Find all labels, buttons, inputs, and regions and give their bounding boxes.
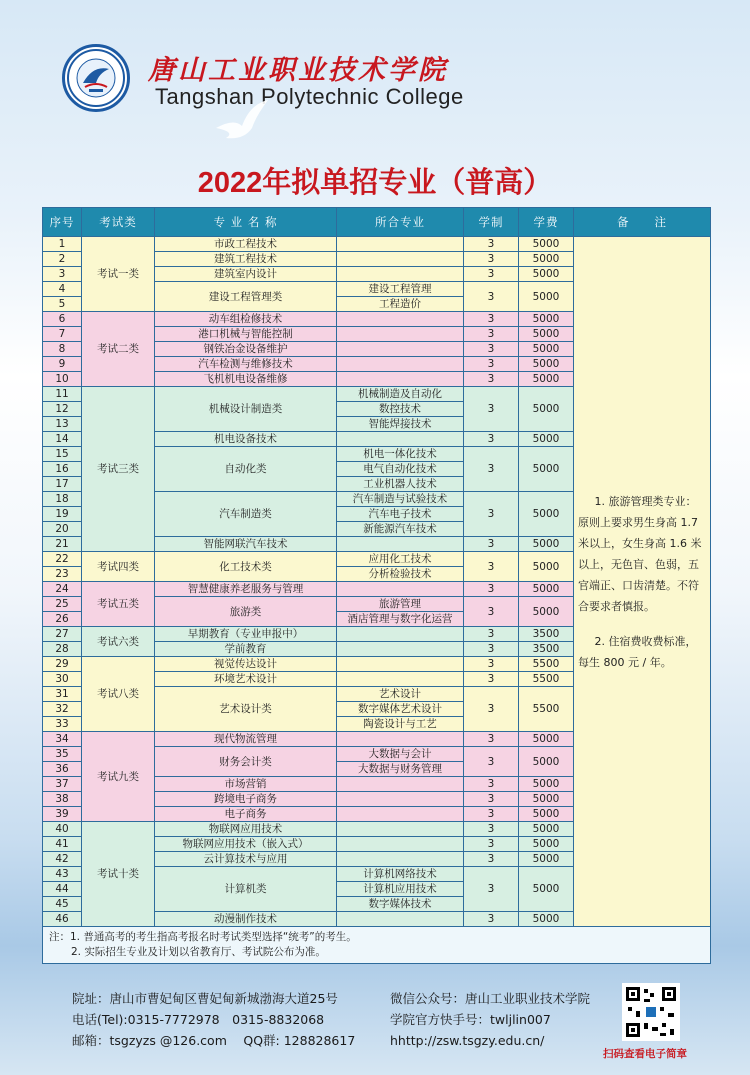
study-years: 3 xyxy=(464,552,519,582)
study-years: 3 xyxy=(464,627,519,642)
row-number: 6 xyxy=(43,312,82,327)
tuition-fee: 5000 xyxy=(519,447,574,492)
majors-table xyxy=(42,207,711,964)
study-years: 3 xyxy=(464,447,519,492)
col-header: 学制 xyxy=(464,208,519,237)
sub-major: 工程造价 xyxy=(337,297,464,312)
sub-major xyxy=(337,642,464,657)
study-years: 3 xyxy=(464,267,519,282)
sub-major: 新能源汽车技术 xyxy=(337,522,464,537)
row-number: 9 xyxy=(43,357,82,372)
tuition-fee: 5000 xyxy=(519,342,574,357)
row-number: 40 xyxy=(43,822,82,837)
table-footnotes xyxy=(43,927,711,964)
row-number: 32 xyxy=(43,702,82,717)
col-header: 学费 xyxy=(519,208,574,237)
row-number: 17 xyxy=(43,477,82,492)
row-number: 41 xyxy=(43,837,82,852)
tuition-fee: 5000 xyxy=(519,777,574,792)
contact-right xyxy=(390,988,590,1051)
remark-1: 1. 旅游管理类专业：原则上要求男生身高 1.7 米以上，女生身高 1.6 米以上，无色盲、色弱，五官端正、口齿清楚。不符合要求者慎报。 xyxy=(578,494,702,613)
major-name: 建筑工程技术 xyxy=(155,252,337,267)
row-number: 2 xyxy=(43,252,82,267)
major-name: 机械设计制造类 xyxy=(155,387,337,432)
row-number: 42 xyxy=(43,852,82,867)
major-name: 艺术设计类 xyxy=(155,687,337,732)
footnote-2: 2. 实际招生专业及计划以省教育厅、考试院公布为准。 xyxy=(71,946,326,958)
major-name: 计算机类 xyxy=(155,867,337,912)
sub-major xyxy=(337,267,464,282)
col-header: 考试类 xyxy=(82,208,155,237)
tuition-fee: 5000 xyxy=(519,912,574,927)
row-number: 12 xyxy=(43,402,82,417)
qr-label: 扫码查看电子简章 xyxy=(603,1048,687,1060)
major-name: 市场营销 xyxy=(155,777,337,792)
address-text: 院址：唐山市曹妃甸区曹妃甸新城渤海大道25号 xyxy=(72,991,338,1006)
sub-major xyxy=(337,657,464,672)
col-header: 专 业 名 称 xyxy=(155,208,337,237)
row-number: 33 xyxy=(43,717,82,732)
table-header-row xyxy=(43,208,711,237)
sub-major: 大数据与财务管理 xyxy=(337,762,464,777)
tuition-fee: 5000 xyxy=(519,312,574,327)
sub-major: 汽车制造与试验技术 xyxy=(337,492,464,507)
tuition-fee: 5000 xyxy=(519,867,574,912)
tuition-fee: 5000 xyxy=(519,537,574,552)
major-name: 智慧健康养老服务与管理 xyxy=(155,582,337,597)
sub-major: 数控技术 xyxy=(337,402,464,417)
study-years: 3 xyxy=(464,792,519,807)
major-name: 环境艺术设计 xyxy=(155,672,337,687)
college-name-cn: 唐山工业职业技术学院 xyxy=(148,55,448,86)
major-name: 飞机机电设备维修 xyxy=(155,372,337,387)
table-row xyxy=(43,237,711,252)
major-name: 动车组检修技术 xyxy=(155,312,337,327)
sub-major xyxy=(337,582,464,597)
major-name: 自动化类 xyxy=(155,447,337,492)
major-name: 云计算技术与应用 xyxy=(155,852,337,867)
row-number: 39 xyxy=(43,807,82,822)
row-number: 22 xyxy=(43,552,82,567)
wechat-text: 微信公众号：唐山工业职业技术学院 xyxy=(390,991,591,1006)
row-number: 18 xyxy=(43,492,82,507)
remarks-cell xyxy=(574,237,711,927)
row-number: 45 xyxy=(43,897,82,912)
qr-code[interactable] xyxy=(622,983,680,1041)
col-header: 备 注 xyxy=(574,208,711,237)
row-number: 11 xyxy=(43,387,82,402)
study-years: 3 xyxy=(464,912,519,927)
remark-2: 2. 住宿费收费标准，每生 800 元 / 年。 xyxy=(578,634,697,669)
sub-major xyxy=(337,312,464,327)
study-years: 3 xyxy=(464,327,519,342)
study-years: 3 xyxy=(464,747,519,777)
study-years: 3 xyxy=(464,777,519,792)
exam-category: 考试二类 xyxy=(82,312,155,387)
row-number: 3 xyxy=(43,267,82,282)
sub-major: 陶瓷设计与工艺 xyxy=(337,717,464,732)
major-name: 汽车制造类 xyxy=(155,492,337,537)
row-number: 4 xyxy=(43,282,82,297)
sub-major: 数字媒体技术 xyxy=(337,897,464,912)
major-name: 物联网应用技术 xyxy=(155,822,337,837)
major-name: 机电设备技术 xyxy=(155,432,337,447)
row-number: 26 xyxy=(43,612,82,627)
study-years: 3 xyxy=(464,492,519,537)
major-name: 财务会计类 xyxy=(155,747,337,777)
sub-major: 汽车电子技术 xyxy=(337,507,464,522)
sub-major xyxy=(337,672,464,687)
row-number: 14 xyxy=(43,432,82,447)
sub-major xyxy=(337,732,464,747)
row-number: 46 xyxy=(43,912,82,927)
study-years: 3 xyxy=(464,372,519,387)
row-number: 38 xyxy=(43,792,82,807)
row-number: 13 xyxy=(43,417,82,432)
row-number: 29 xyxy=(43,657,82,672)
row-number: 25 xyxy=(43,597,82,612)
study-years: 3 xyxy=(464,837,519,852)
tuition-fee: 5500 xyxy=(519,672,574,687)
row-number: 27 xyxy=(43,627,82,642)
major-name: 智能网联汽车技术 xyxy=(155,537,337,552)
sub-major: 智能焊接技术 xyxy=(337,417,464,432)
major-name: 建设工程管理类 xyxy=(155,282,337,312)
exam-category: 考试六类 xyxy=(82,627,155,657)
sub-major xyxy=(337,357,464,372)
sub-major: 艺术设计 xyxy=(337,687,464,702)
tuition-fee: 5500 xyxy=(519,657,574,672)
tuition-fee: 5000 xyxy=(519,552,574,582)
study-years: 3 xyxy=(464,342,519,357)
exam-category: 考试五类 xyxy=(82,582,155,627)
major-name: 跨境电子商务 xyxy=(155,792,337,807)
major-name: 建筑室内设计 xyxy=(155,267,337,282)
study-years: 3 xyxy=(464,642,519,657)
study-years: 3 xyxy=(464,537,519,552)
sub-major: 分析检验技术 xyxy=(337,567,464,582)
tuition-fee: 3500 xyxy=(519,627,574,642)
row-number: 23 xyxy=(43,567,82,582)
exam-category: 考试十类 xyxy=(82,822,155,927)
major-name: 旅游类 xyxy=(155,597,337,627)
major-name: 电子商务 xyxy=(155,807,337,822)
row-number: 21 xyxy=(43,537,82,552)
row-number: 16 xyxy=(43,462,82,477)
tuition-fee: 5500 xyxy=(519,687,574,732)
footnote-1: 注：1. 普通高考的考生指高考报名时考试类型选择“统考”的考生。 xyxy=(49,931,357,943)
qr-code-icon xyxy=(624,985,678,1039)
study-years: 3 xyxy=(464,387,519,432)
website-link[interactable]: hhttp://zsw.tsgzy.edu.cn/ xyxy=(390,1033,545,1048)
row-number: 37 xyxy=(43,777,82,792)
major-name: 汽车检测与维修技术 xyxy=(155,357,337,372)
exam-category: 考试四类 xyxy=(82,552,155,582)
row-number: 31 xyxy=(43,687,82,702)
row-number: 19 xyxy=(43,507,82,522)
college-name-en: Tangshan Polytechnic College xyxy=(155,84,464,109)
sub-major xyxy=(337,822,464,837)
sub-major: 数字媒体艺术设计 xyxy=(337,702,464,717)
sub-major xyxy=(337,912,464,927)
college-logo xyxy=(62,44,130,112)
tuition-fee: 5000 xyxy=(519,822,574,837)
row-number: 10 xyxy=(43,372,82,387)
tuition-fee: 5000 xyxy=(519,807,574,822)
phone-text: 电话(Tel):0315-7772978 0315-8832068 xyxy=(72,1012,325,1027)
study-years: 3 xyxy=(464,822,519,837)
row-number: 28 xyxy=(43,642,82,657)
major-name: 现代物流管理 xyxy=(155,732,337,747)
study-years: 3 xyxy=(464,732,519,747)
email-text: 邮箱：tsgzyzs @126.com QQ群: 128828617 xyxy=(72,1033,356,1048)
study-years: 3 xyxy=(464,597,519,627)
sub-major: 计算机网络技术 xyxy=(337,867,464,882)
tuition-fee: 5000 xyxy=(519,852,574,867)
tuition-fee: 3500 xyxy=(519,642,574,657)
study-years: 3 xyxy=(464,657,519,672)
sub-major xyxy=(337,627,464,642)
study-years: 3 xyxy=(464,312,519,327)
sub-major xyxy=(337,537,464,552)
major-name: 早期教育（专业申报中） xyxy=(155,627,337,642)
study-years: 3 xyxy=(464,852,519,867)
sub-major: 酒店管理与数字化运营 xyxy=(337,612,464,627)
tuition-fee: 5000 xyxy=(519,732,574,747)
page-title: 2022年拟单招专业（普高） xyxy=(197,167,553,199)
sub-major xyxy=(337,237,464,252)
study-years: 3 xyxy=(464,432,519,447)
col-header: 所合专业 xyxy=(337,208,464,237)
sub-major xyxy=(337,807,464,822)
exam-category: 考试九类 xyxy=(82,732,155,822)
sub-major xyxy=(337,432,464,447)
contact-left xyxy=(72,988,355,1051)
dove-icon xyxy=(212,98,272,144)
tuition-fee: 5000 xyxy=(519,267,574,282)
row-number: 20 xyxy=(43,522,82,537)
row-number: 1 xyxy=(43,237,82,252)
exam-category: 考试一类 xyxy=(82,237,155,312)
major-name: 学前教育 xyxy=(155,642,337,657)
sub-major: 工业机器人技术 xyxy=(337,477,464,492)
kuaishou-text: 学院官方快手号：twljlin007 xyxy=(390,1012,551,1027)
col-header: 序号 xyxy=(43,208,82,237)
major-name: 化工技术类 xyxy=(155,552,337,582)
study-years: 3 xyxy=(464,807,519,822)
sub-major xyxy=(337,777,464,792)
tuition-fee: 5000 xyxy=(519,372,574,387)
study-years: 3 xyxy=(464,252,519,267)
tuition-fee: 5000 xyxy=(519,327,574,342)
row-number: 30 xyxy=(43,672,82,687)
tuition-fee: 5000 xyxy=(519,582,574,597)
page-header xyxy=(0,0,750,150)
tuition-fee: 5000 xyxy=(519,837,574,852)
row-number: 5 xyxy=(43,297,82,312)
row-number: 44 xyxy=(43,882,82,897)
sub-major: 机械制造及自动化 xyxy=(337,387,464,402)
tuition-fee: 5000 xyxy=(519,237,574,252)
tuition-fee: 5000 xyxy=(519,432,574,447)
row-number: 15 xyxy=(43,447,82,462)
major-name: 钢铁冶金设备维护 xyxy=(155,342,337,357)
sub-major xyxy=(337,252,464,267)
sub-major xyxy=(337,792,464,807)
sub-major xyxy=(337,837,464,852)
study-years: 3 xyxy=(464,582,519,597)
sub-major xyxy=(337,342,464,357)
sub-major xyxy=(337,372,464,387)
row-number: 43 xyxy=(43,867,82,882)
sub-major: 旅游管理 xyxy=(337,597,464,612)
study-years: 3 xyxy=(464,357,519,372)
sub-major: 计算机应用技术 xyxy=(337,882,464,897)
tuition-fee: 5000 xyxy=(519,747,574,777)
major-name: 物联网应用技术（嵌入式） xyxy=(155,837,337,852)
tuition-fee: 5000 xyxy=(519,282,574,312)
sub-major: 机电一体化技术 xyxy=(337,447,464,462)
row-number: 35 xyxy=(43,747,82,762)
tuition-fee: 5000 xyxy=(519,492,574,537)
exam-category: 考试八类 xyxy=(82,657,155,732)
tuition-fee: 5000 xyxy=(519,387,574,432)
tuition-fee: 5000 xyxy=(519,792,574,807)
study-years: 3 xyxy=(464,687,519,732)
sub-major xyxy=(337,852,464,867)
tuition-fee: 5000 xyxy=(519,597,574,627)
sub-major: 应用化工技术 xyxy=(337,552,464,567)
tuition-fee: 5000 xyxy=(519,252,574,267)
row-number: 24 xyxy=(43,582,82,597)
sub-major: 电气自动化技术 xyxy=(337,462,464,477)
tuition-fee: 5000 xyxy=(519,357,574,372)
sub-major: 大数据与会计 xyxy=(337,747,464,762)
row-number: 36 xyxy=(43,762,82,777)
study-years: 3 xyxy=(464,867,519,912)
major-name: 市政工程技术 xyxy=(155,237,337,252)
row-number: 34 xyxy=(43,732,82,747)
major-name: 视觉传达设计 xyxy=(155,657,337,672)
row-number: 8 xyxy=(43,342,82,357)
exam-category: 考试三类 xyxy=(82,387,155,552)
sub-major: 建设工程管理 xyxy=(337,282,464,297)
major-name: 动漫制作技术 xyxy=(155,912,337,927)
study-years: 3 xyxy=(464,237,519,252)
sub-major xyxy=(337,327,464,342)
row-number: 7 xyxy=(43,327,82,342)
major-name: 港口机械与智能控制 xyxy=(155,327,337,342)
study-years: 3 xyxy=(464,282,519,312)
study-years: 3 xyxy=(464,672,519,687)
